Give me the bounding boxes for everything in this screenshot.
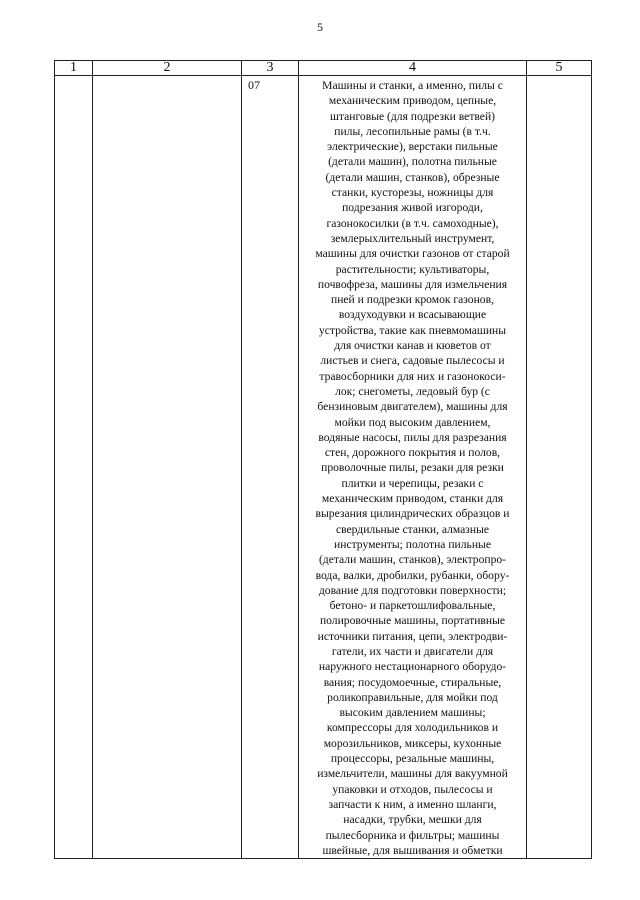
- description-line: станки, кусторезы, ножницы для: [331, 186, 494, 200]
- description-line: запчасти к ним, а именно шланги,: [328, 797, 497, 811]
- column-header-3: 3: [242, 61, 299, 76]
- description-line: роликоправильные, для мойки под: [327, 690, 498, 704]
- page-number: 5: [317, 20, 323, 34]
- description-line: вырезания цилиндрических образцов и: [315, 507, 510, 521]
- description-line: упаковки и отходов, пылесосы и: [332, 782, 493, 796]
- description-line: механическим приводом, цепные,: [328, 94, 497, 108]
- description-line: компрессоры для холодильников и: [326, 721, 499, 735]
- description-line: швейные, для вышивания и обметки: [322, 843, 503, 857]
- description-line: землерыхлительный инструмент,: [330, 231, 495, 245]
- description-line: бетоно- и паркетошлифовальные,: [329, 599, 496, 613]
- description-line: вода, валки, дробилки, рубанки, оборy-: [315, 568, 510, 582]
- class-code-cell: 07: [242, 76, 299, 859]
- header-row: [55, 61, 592, 76]
- description-line: листьев и снега, садовые пылесосы и: [320, 354, 505, 368]
- description-line: растительности; культиваторы,: [335, 262, 490, 276]
- description-line: проволочные пилы, резаки для резки: [321, 461, 504, 475]
- description-line: подрезания живой изгороди,: [342, 201, 483, 215]
- description-line: газонокосилки (в т.ч. самоходные),: [326, 216, 499, 230]
- description-line: дование для подготовки поверхности;: [318, 583, 507, 597]
- description-line: (детали машин, станков), электропро-: [318, 553, 507, 567]
- column-header-1: 1: [55, 61, 93, 76]
- description-line: пней и подрезки кромок газонов,: [331, 293, 494, 307]
- description-line: морозильников, миксеры, кухонные: [323, 736, 502, 750]
- description-line: водяные насосы, пилы для разрезания: [318, 430, 507, 444]
- description-line: пылесборника и фильтры; машины: [325, 828, 500, 842]
- description-line: Машины и станки, а именно, пилы с: [322, 79, 503, 92]
- description-line: гатели, их части и двигатели для: [331, 644, 494, 658]
- description-line: механическим приводом, станки для: [321, 492, 504, 506]
- description-line: электрические), верстаки пильные: [327, 140, 498, 154]
- description-line: штанговые (для подрезки ветвей): [329, 109, 496, 123]
- table-row: [55, 76, 592, 859]
- column-header-4: 4: [299, 61, 527, 76]
- description-line: измельчители, машины для вакуумной: [317, 767, 508, 781]
- description-line: мойки под высоким давлением,: [334, 415, 491, 429]
- cell-col1: [55, 76, 93, 859]
- description-line: плитки и черепицы, резаки с: [341, 476, 484, 490]
- description-line: источники питания, цепи, электродви-: [317, 629, 508, 643]
- description-line: свердильные станки, алмазные: [335, 522, 490, 536]
- description-line: (детали машин), полотна пильные: [328, 155, 497, 169]
- description-line: (детали машин, станков), обрезные: [325, 170, 500, 184]
- description-line: травосборники для них и газонокоси-: [319, 369, 506, 383]
- description-line: лок; снегометы, ледовый бур (с: [335, 384, 490, 398]
- cell-col2: [93, 76, 242, 859]
- description-line: высоким давлением машины;: [339, 706, 486, 720]
- description-line: наружного нестационарного оборудо-: [318, 660, 507, 674]
- column-header-5: 5: [527, 61, 592, 76]
- description-line: машины для очистки газонов от старой: [315, 247, 510, 261]
- document-table: [54, 60, 592, 859]
- column-header-2: 2: [93, 61, 242, 76]
- description-line: почвофреза, машины для измельчения: [317, 277, 508, 291]
- description-line: для очистки канав и кюветов от: [334, 339, 491, 353]
- description-line: насадки, трубки, мешки для: [343, 813, 482, 827]
- description-line: полировочные машины, портативные: [319, 614, 506, 628]
- cell-col5: [527, 76, 592, 859]
- description-line: инструменты; полотна пильные: [334, 537, 491, 551]
- description-line: устройства, такие как пневмомашины: [318, 323, 507, 337]
- description-line: пилы, лесопильные рамы (в т.ч.: [334, 124, 491, 138]
- goods-description-cell: [299, 76, 527, 859]
- description-line: воздуходувки и всасывающие: [338, 308, 487, 322]
- description-line: процессоры, резальные машины,: [330, 752, 495, 766]
- description-line: вания; посудомоечные, стиральные,: [323, 675, 502, 689]
- description-line: стен, дорожного покрытия и полов,: [324, 446, 501, 460]
- description-line: бензиновым двигателем), машины для: [317, 400, 508, 414]
